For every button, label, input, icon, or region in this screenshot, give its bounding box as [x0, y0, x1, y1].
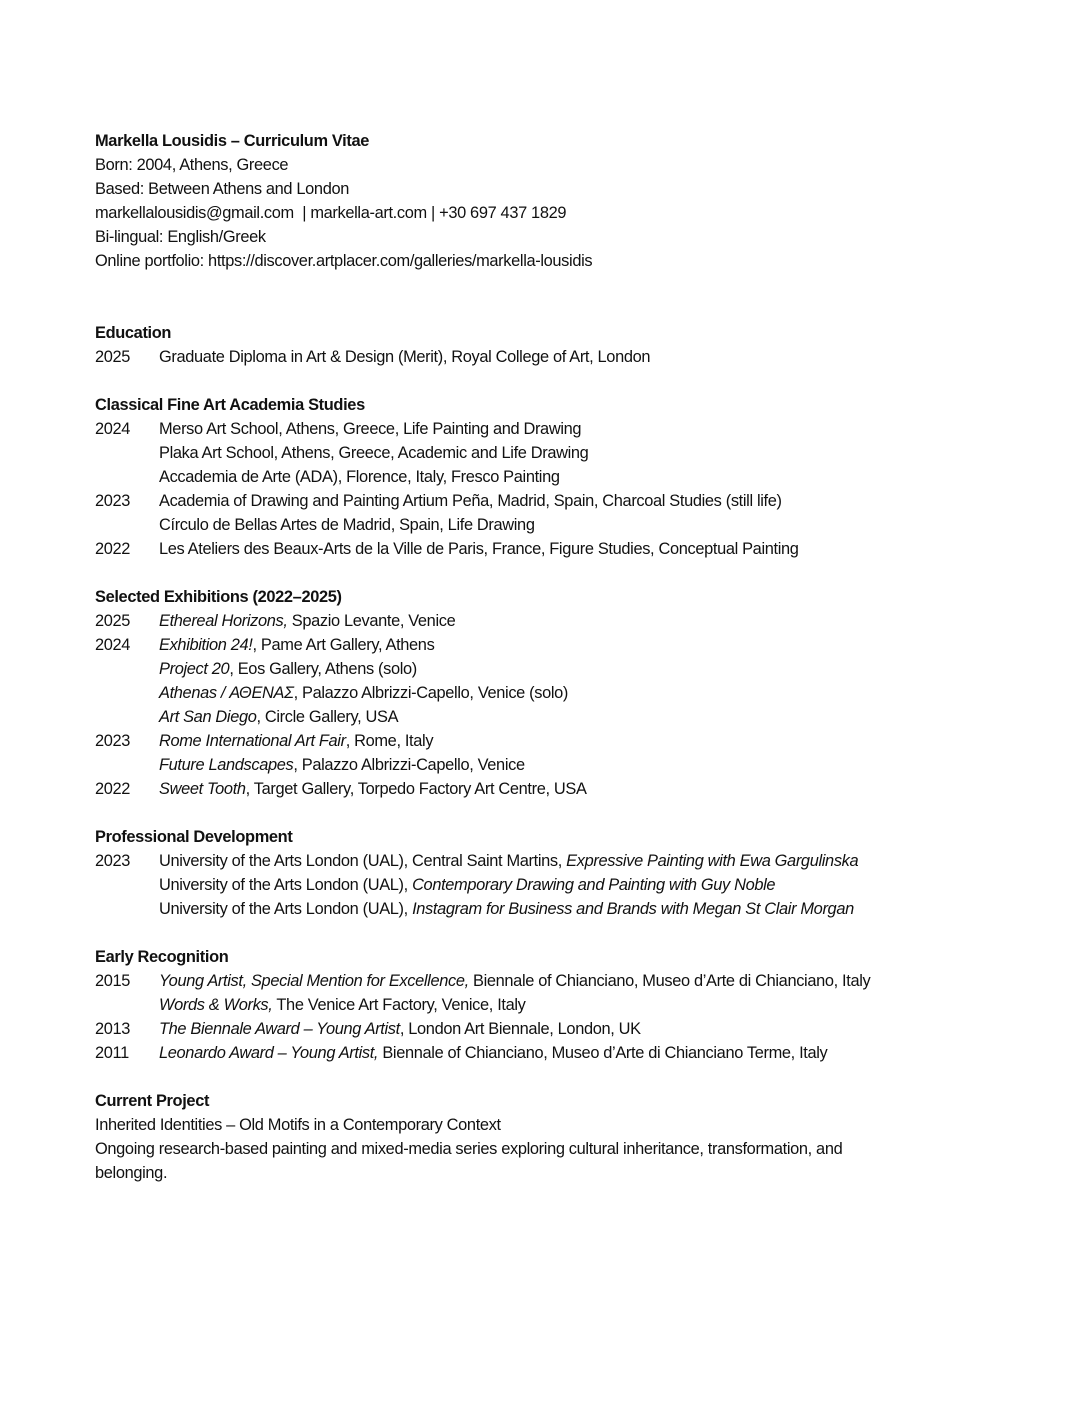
- project-title: Inherited Identities – Old Motifs in a Contemporary Context: [95, 1116, 501, 1134]
- spacer: [95, 369, 995, 393]
- exhibition-title: Art San Diego: [159, 708, 257, 726]
- exhibition-title: Sweet Tooth: [159, 780, 246, 798]
- born-info: Born: 2004, Athens, Greece: [95, 156, 289, 174]
- spacer: [95, 921, 995, 945]
- section-heading-education: Education: [95, 324, 172, 342]
- classical-list: [95, 417, 995, 561]
- classical-row: [95, 465, 995, 489]
- entry-text: [159, 681, 568, 705]
- entry-text: Círculo de Bellas Artes de Madrid, Spain, Life Drawing: [159, 516, 535, 534]
- entry-year: [95, 441, 159, 465]
- classical-row: [95, 417, 995, 441]
- spacer: [95, 561, 995, 585]
- exhibition-row: [95, 753, 995, 777]
- entry-year: 2023: [95, 492, 131, 510]
- classical-row: [95, 441, 995, 465]
- entry-text: Merso Art School, Athens, Greece, Life Painting and Drawing: [159, 420, 582, 438]
- exhibition-row: [95, 729, 995, 753]
- exhibition-title: Athenas / ΑΘΕΝΑΣ: [159, 684, 294, 702]
- spacer: [95, 801, 995, 825]
- entry-year: 2015: [95, 972, 131, 990]
- development-list: [95, 849, 995, 921]
- spacer: [95, 273, 995, 321]
- languages-info: Bi-lingual: English/Greek: [95, 228, 266, 246]
- entry-year: [95, 753, 159, 777]
- entry-text: Plaka Art School, Athens, Greece, Academic and Life Drawing: [159, 444, 589, 462]
- award-title: Leonardo Award – Young Artist,: [159, 1044, 379, 1062]
- section-heading-recognition: Early Recognition: [95, 948, 229, 966]
- exhibition-row: [95, 777, 995, 801]
- exhibition-row: [95, 609, 995, 633]
- section-heading-project: Current Project: [95, 1092, 210, 1110]
- classical-row: [95, 537, 995, 561]
- award-title: The Biennale Award – Young Artist: [159, 1020, 400, 1038]
- entry-year: [95, 681, 159, 705]
- entry-year: 2022: [95, 540, 131, 558]
- development-row: [95, 849, 995, 873]
- entry-text: [159, 969, 870, 993]
- entry-year: 2024: [95, 636, 131, 654]
- education-row: [95, 345, 995, 369]
- exhibition-venue: , Eos Gallery, Athens (solo): [229, 660, 417, 678]
- entry-text: [159, 609, 455, 633]
- entry-text: [159, 705, 398, 729]
- entry-year: [95, 705, 159, 729]
- contact-info: markellalousidis@gmail.com | markella-art.com | +30 697 437 1829: [95, 204, 567, 222]
- entry-text: [159, 729, 433, 753]
- entry-text: [159, 897, 854, 921]
- project-description-line-2: belonging.: [95, 1164, 168, 1182]
- entry-text: Graduate Diploma in Art & Design (Merit), Royal College of Art, London: [159, 348, 651, 366]
- entry-text: [159, 657, 417, 681]
- portfolio-link[interactable]: Online portfolio: https://discover.artplacer.com/galleries/markella-lousidis: [95, 252, 593, 270]
- exhibition-row: [95, 705, 995, 729]
- entry-text: Les Ateliers des Beaux-Arts de la Ville de Paris, France, Figure Studies, Conceptual Painting: [159, 540, 799, 558]
- entry-year: [95, 465, 159, 489]
- course-title: Instagram for Business and Brands with Megan St Clair Morgan: [412, 900, 854, 918]
- exhibition-venue: , Pame Art Gallery, Athens: [252, 636, 435, 654]
- section-heading-development: Professional Development: [95, 828, 293, 846]
- entry-year: [95, 897, 159, 921]
- exhibition-title: Future Landscapes: [159, 756, 294, 774]
- exhibition-venue: , Palazzo Albrizzi-Capello, Venice (solo): [293, 684, 569, 702]
- exhibition-row: [95, 657, 995, 681]
- development-row: [95, 873, 995, 897]
- section-heading-classical: Classical Fine Art Academia Studies: [95, 396, 365, 414]
- entry-year: 2011: [95, 1044, 129, 1062]
- exhibition-row: [95, 633, 995, 657]
- award-venue: The Venice Art Factory, Venice, Italy: [272, 996, 526, 1014]
- award-title: Young Artist, Special Mention for Excellence,: [159, 972, 469, 990]
- entry-text: [159, 873, 775, 897]
- entry-text: [159, 1017, 641, 1041]
- entry-year: 2024: [95, 420, 131, 438]
- section-heading-exhibitions: Selected Exhibitions (2022–2025): [95, 588, 342, 606]
- entry-text: [159, 849, 858, 873]
- course-title: Contemporary Drawing and Painting with Guy Noble: [412, 876, 776, 894]
- award-venue: , London Art Biennale, London, UK: [399, 1020, 641, 1038]
- institution: University of the Arts London (UAL),: [159, 900, 413, 918]
- recognition-row: [95, 969, 995, 993]
- project-description-line-1: Ongoing research-based painting and mixed-media series exploring cultural inheritance, transformation, and: [95, 1140, 843, 1158]
- entry-year: 2023: [95, 852, 131, 870]
- development-row: [95, 897, 995, 921]
- exhibition-title: Ethereal Horizons,: [159, 612, 288, 630]
- entry-year: [95, 873, 159, 897]
- exhibition-venue: , Circle Gallery, USA: [256, 708, 399, 726]
- exhibition-title: Project 20: [159, 660, 230, 678]
- recognition-row: [95, 993, 995, 1017]
- award-venue: Biennale of Chianciano, Museo d’Arte di Chianciano Terme, Italy: [378, 1044, 828, 1062]
- entry-year: 2023: [95, 732, 131, 750]
- entry-year: 2025: [95, 348, 131, 366]
- entry-year: [95, 513, 159, 537]
- entry-text: [159, 753, 525, 777]
- classical-row: [95, 489, 995, 513]
- award-venue: Biennale of Chianciano, Museo d’Arte di Chianciano, Italy: [468, 972, 871, 990]
- recognition-row: [95, 1041, 995, 1065]
- exhibition-venue: , Rome, Italy: [345, 732, 434, 750]
- entry-text: [159, 1041, 827, 1065]
- entry-year: 2022: [95, 780, 131, 798]
- award-title: Words & Works,: [159, 996, 273, 1014]
- entry-text: [159, 633, 434, 657]
- recognition-row: [95, 1017, 995, 1041]
- entry-text: Accademia de Arte (ADA), Florence, Italy, Fresco Painting: [159, 468, 560, 486]
- exhibition-title: Exhibition 24!: [159, 636, 253, 654]
- entry-text: [159, 777, 587, 801]
- institution: University of the Arts London (UAL),: [159, 876, 413, 894]
- entry-text: Academia of Drawing and Painting Artium Peña, Madrid, Spain, Charcoal Studies (still life): [159, 492, 782, 510]
- exhibition-venue: , Palazzo Albrizzi-Capello, Venice: [293, 756, 525, 774]
- cv-document: [95, 129, 995, 1185]
- exhibitions-list: [95, 609, 995, 801]
- entry-year: [95, 993, 159, 1017]
- recognition-list: [95, 969, 995, 1065]
- entry-year: 2025: [95, 612, 131, 630]
- exhibition-venue: Spazio Levante, Venice: [287, 612, 456, 630]
- institution: University of the Arts London (UAL), Central Saint Martins,: [159, 852, 567, 870]
- exhibition-title: Rome International Art Fair: [159, 732, 346, 750]
- cv-title: Markella Lousidis – Curriculum Vitae: [95, 132, 370, 150]
- entry-text: [159, 993, 526, 1017]
- based-info: Based: Between Athens and London: [95, 180, 349, 198]
- classical-row: [95, 513, 995, 537]
- exhibition-venue: , Target Gallery, Torpedo Factory Art Centre, USA: [245, 780, 587, 798]
- exhibition-row: [95, 681, 995, 705]
- spacer: [95, 1065, 995, 1089]
- entry-year: [95, 657, 159, 681]
- entry-year: 2013: [95, 1020, 131, 1038]
- course-title: Expressive Painting with Ewa Gargulinska: [566, 852, 859, 870]
